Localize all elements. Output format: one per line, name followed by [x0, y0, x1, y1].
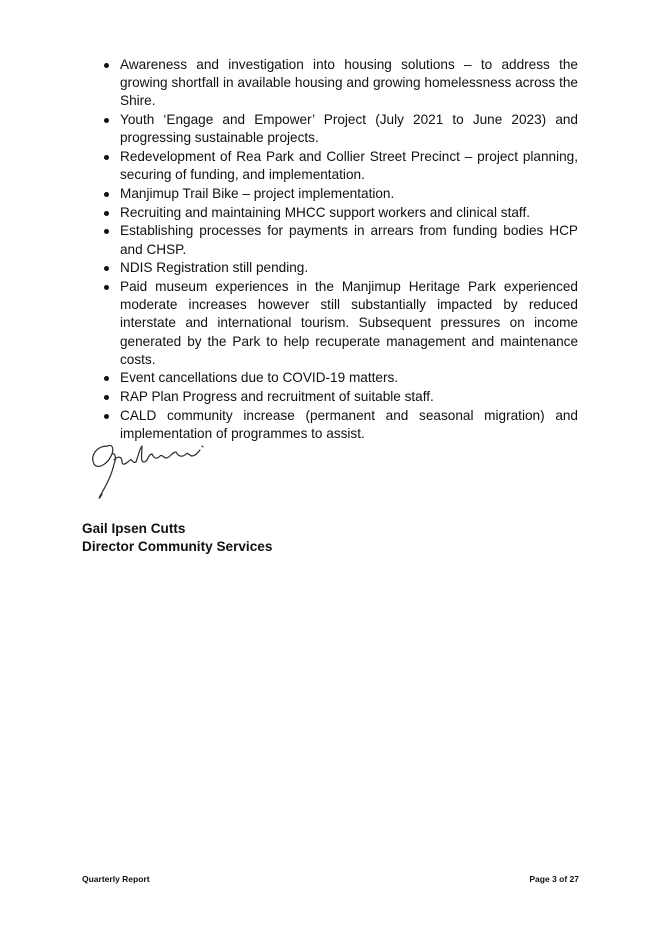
- bullet-icon: [104, 376, 109, 381]
- bullet-icon: [104, 155, 109, 160]
- list-item: Awareness and investigation into housing solutions – to address the growing shortfall in available housing and growing homelessness across the Shire.: [82, 56, 578, 111]
- bullet-section: [82, 56, 578, 444]
- bullet-icon: [104, 266, 109, 271]
- bullet-icon: [104, 414, 109, 419]
- bullet-icon: [104, 63, 109, 68]
- bullet-list: [82, 56, 578, 443]
- bullet-icon: [104, 118, 109, 123]
- signatory-name: Gail Ipsen Cutts: [82, 521, 186, 536]
- list-item: CALD community increase (permanent and seasonal migration) and implementation of programmes to assist.: [82, 407, 578, 443]
- list-item: NDIS Registration still pending.: [82, 259, 578, 277]
- list-item: Recruiting and maintaining MHCC support workers and clinical staff.: [82, 204, 578, 222]
- footer-report-title: Quarterly Report: [82, 874, 150, 884]
- bullet-icon: [104, 285, 109, 290]
- list-item: Youth ‘Engage and Empower’ Project (July 2021 to June 2023) and progressing sustainable projects.: [82, 111, 578, 147]
- bullet-icon: [104, 395, 109, 400]
- list-item: Event cancellations due to COVID-19 matters.: [82, 369, 578, 387]
- list-item: Establishing processes for payments in arrears from funding bodies HCP and CHSP.: [82, 222, 578, 258]
- list-item: Paid museum experiences in the Manjimup Heritage Park experienced moderate increases however still substantially impacted by reduced interstate and international tourism. Subsequent pressures on income generated by the Park to help recuperate management and maintenance costs.: [82, 278, 578, 369]
- list-item: Redevelopment of Rea Park and Collier Street Precinct – project planning, securing of funding, and implementation.: [82, 148, 578, 184]
- list-item: RAP Plan Progress and recruitment of suitable staff.: [82, 388, 578, 406]
- bullet-icon: [104, 229, 109, 234]
- signatory-title: Director Community Services: [82, 539, 273, 554]
- list-item: Manjimup Trail Bike – project implementation.: [82, 185, 578, 203]
- bullet-icon: [104, 211, 109, 216]
- signature: [86, 434, 216, 506]
- footer-page-number: Page 3 of 27: [529, 874, 579, 884]
- bullet-icon: [104, 192, 109, 197]
